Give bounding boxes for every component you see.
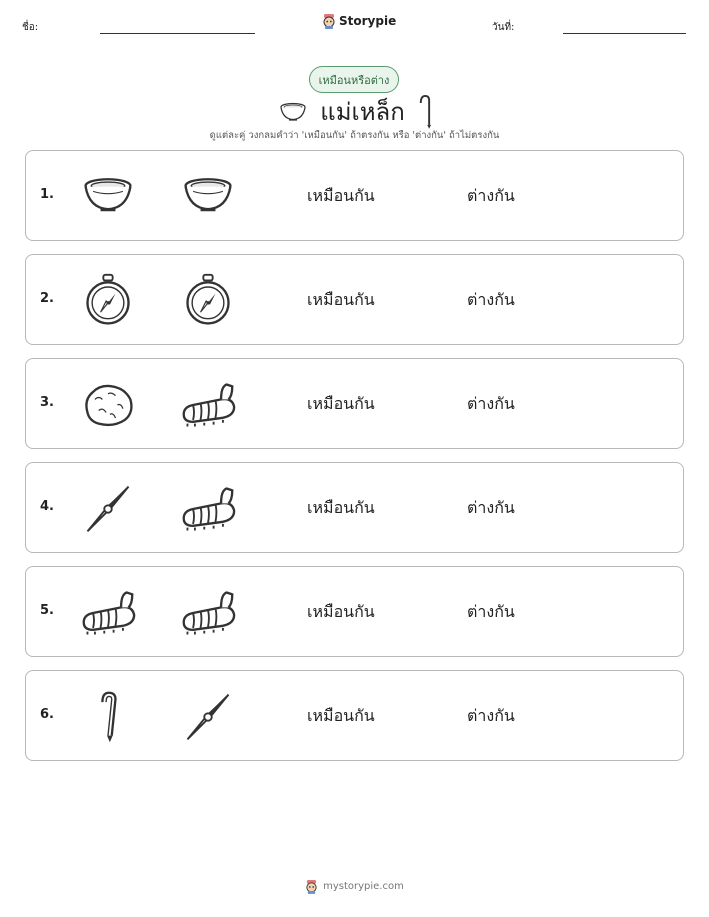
same-option[interactable]: เหมือนกัน: [307, 498, 375, 517]
different-option[interactable]: ต่างกัน: [467, 394, 515, 413]
right-picture: [180, 377, 236, 433]
footer: [0, 879, 709, 894]
title-row: [0, 92, 709, 131]
question-row-2: [25, 254, 684, 345]
same-option[interactable]: เหมือนกัน: [307, 706, 375, 725]
sandal-icon: [180, 481, 236, 537]
magnetic-needle-icon: [80, 481, 136, 537]
same-option[interactable]: เหมือนกัน: [307, 602, 375, 621]
same-option[interactable]: เหมือนกัน: [307, 394, 375, 413]
different-option[interactable]: ต่างกัน: [467, 290, 515, 309]
storypie-mascot-icon: [322, 13, 336, 29]
compass-icon: [180, 273, 236, 329]
cane-icon: [417, 94, 431, 130]
question-number: 1.: [40, 187, 54, 202]
question-row-1: [25, 150, 684, 241]
bowl-icon: [180, 169, 236, 225]
left-picture: [80, 585, 136, 641]
right-picture: [180, 273, 236, 329]
cane-icon: [80, 689, 136, 745]
magnetic-needle-icon: [180, 689, 236, 745]
different-option[interactable]: ต่างกัน: [467, 602, 515, 621]
left-picture: [80, 481, 136, 537]
sandal-icon: [80, 585, 136, 641]
brand-name: Storypie: [339, 14, 397, 28]
right-picture: [180, 689, 236, 745]
brand-logo: [322, 13, 396, 29]
date-field[interactable]: [563, 33, 686, 34]
worksheet-type-badge: เหมือนหรือต่าง: [309, 66, 399, 93]
right-picture: [180, 481, 236, 537]
storypie-mascot-icon: [305, 879, 318, 894]
footer-site[interactable]: mystorypie.com: [323, 881, 404, 892]
right-picture: [180, 585, 236, 641]
bowl-icon: [80, 169, 136, 225]
compass-icon: [80, 273, 136, 329]
question-row-3: [25, 358, 684, 449]
sandal-icon: [180, 585, 236, 641]
same-option[interactable]: เหมือนกัน: [307, 186, 375, 205]
name-label: ชื่อ:: [22, 22, 39, 33]
question-row-5: [25, 566, 684, 657]
same-option[interactable]: เหมือนกัน: [307, 290, 375, 309]
different-option[interactable]: ต่างกัน: [467, 706, 515, 725]
question-number: 5.: [40, 603, 54, 618]
bowl-icon: [278, 101, 308, 123]
left-picture: [80, 689, 136, 745]
sandal-icon: [180, 377, 236, 433]
question-number: 3.: [40, 395, 54, 410]
question-number: 6.: [40, 707, 54, 722]
question-number: 4.: [40, 499, 54, 514]
question-row-4: [25, 462, 684, 553]
left-picture: [80, 273, 136, 329]
different-option[interactable]: ต่างกัน: [467, 186, 515, 205]
rock-icon: [80, 377, 136, 433]
instructions: ดูแต่ละคู่ วงกลมคำว่า 'เหมือนกัน' ถ้าตรงกัน หรือ 'ต่างกัน' ถ้าไม่ตรงกัน: [209, 130, 500, 141]
page-title: แม่เหล็ก: [320, 98, 405, 126]
question-row-6: [25, 670, 684, 761]
question-number: 2.: [40, 291, 54, 306]
date-label: วันที่:: [492, 22, 515, 33]
name-field[interactable]: [100, 33, 255, 34]
left-picture: [80, 169, 136, 225]
different-option[interactable]: ต่างกัน: [467, 498, 515, 517]
left-picture: [80, 377, 136, 433]
right-picture: [180, 169, 236, 225]
